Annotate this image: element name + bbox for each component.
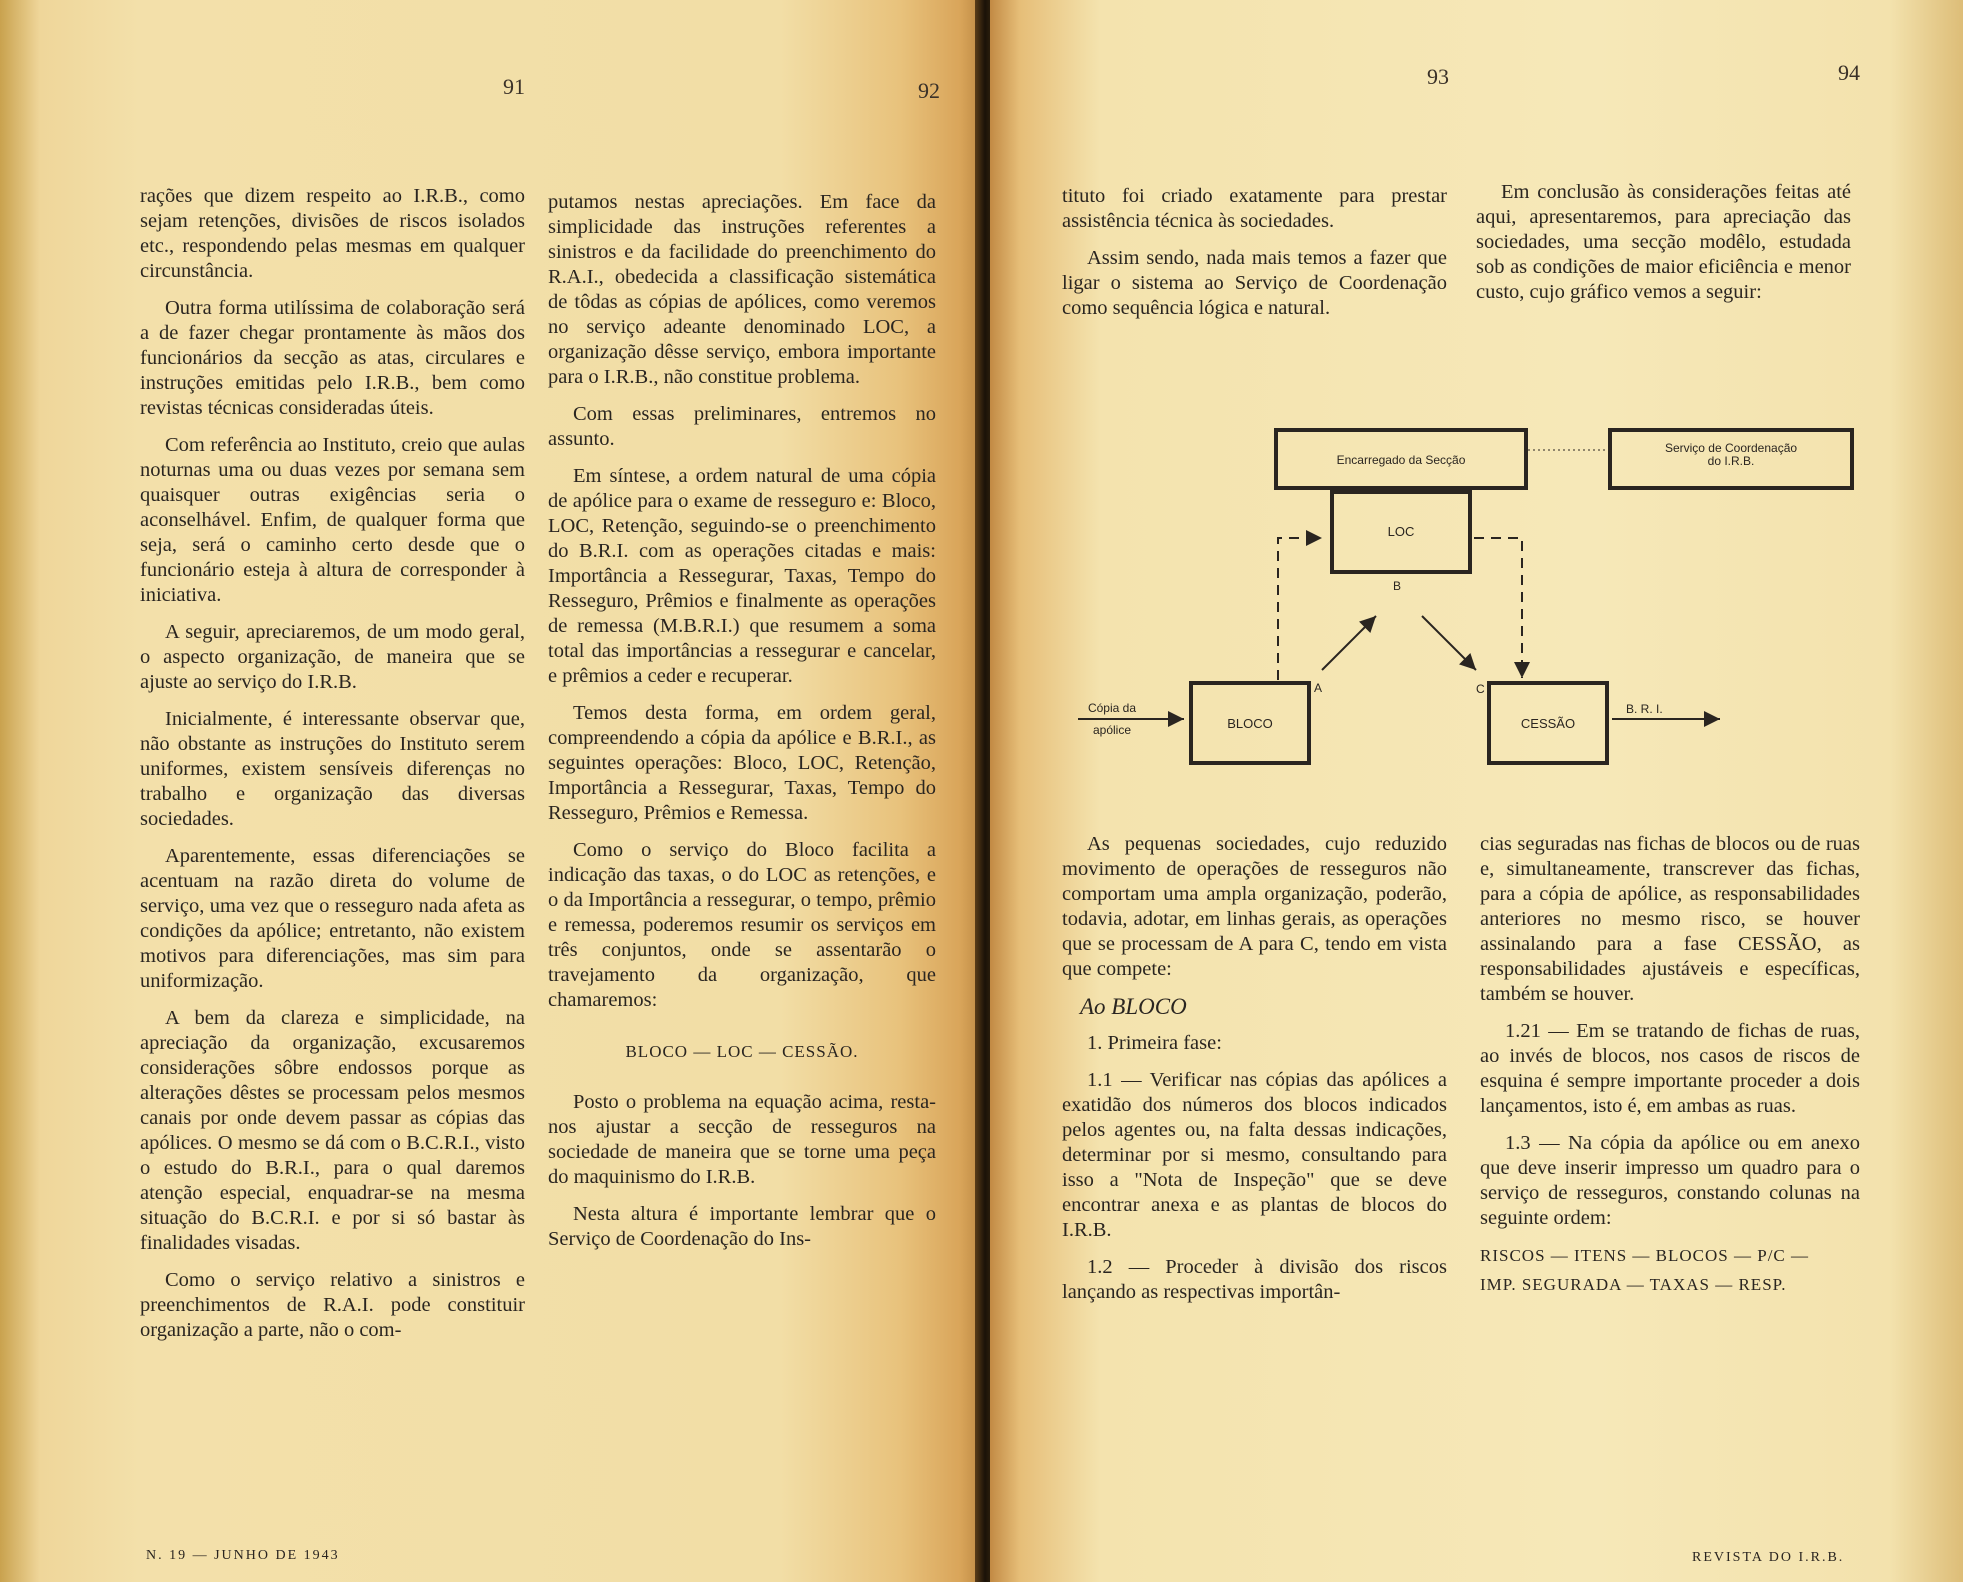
paragraph: Com referência ao Instituto, creio que aulas noturnas uma ou duas vezes por semana sem quaisquer outras exigências seria o aconselhável. Enfim, de qualquer forma que seja, será o caminho certo desde que o funcionário esteja à altura de corresponder à iniciativa. bbox=[140, 434, 525, 606]
paragraph: tituto foi criado exatamente para prestar assistência técnica às sociedades. bbox=[1062, 185, 1447, 232]
arrow-loc-to-cessao bbox=[1422, 616, 1476, 670]
encarregado-label: Encarregado da Secção bbox=[1336, 453, 1466, 467]
equation: BLOCO — LOC — CESSÃO. bbox=[625, 1042, 859, 1061]
page-number-91: 91 bbox=[503, 74, 525, 99]
paragraph: Temos desta forma, em ordem geral, compreendendo a cópia da apólice e B.R.I., as seguintes operações: Bloco, LOC, Retenção, Importância a Ressegurar, Taxas, Tempo do Resseguro, Prêmios e Remessa. bbox=[548, 702, 936, 824]
paragraph: Outra forma utilíssima de colaboração será a de fazer chegar prontamente às mãos dos funcionários da secção as atas, circulares e instruções emitidas pelo I.R.B., bem como revistas técnicas consideradas úteis. bbox=[140, 297, 525, 419]
label-b: B bbox=[1392, 579, 1402, 593]
section-heading: Ao BLOCO bbox=[1080, 994, 1187, 1019]
page-number-92: 92 bbox=[918, 78, 940, 103]
page-93-bottom-text bbox=[1062, 832, 1447, 1317]
paragraph: Em síntese, a ordem natural de uma cópia de apólice para o exame de resseguro e: Bloco, LOC, Retenção, seguindo-se o preenchimento do B.R.I. com as operações citadas e mais: Importância a Ressegurar, Taxas, Tempo do Resseguro, Prêmios e finalmente as operações de remessa (M.B.R.I.) que resumem a soma total das importâncias a ressegurar e cancelar, e prêmios a ceder e recuperar. bbox=[548, 465, 936, 687]
label-c: C bbox=[1476, 682, 1485, 696]
paragraph: cias seguradas nas fichas de blocos ou de ruas e, simultaneamente, transcrever das fichas, para a cópia de apólice, as responsabilidades anteriores no mesmo risco, se houver assinalando para a fase CESSÃO, as responsabilidades ajustáveis e específicas, também se houver. bbox=[1480, 833, 1860, 1005]
paragraph: Posto o problema na equação acima, resta-nos ajustar a secção de resseguros na sociedade de maneira que se torne uma peça do maquinismo do I.R.B. bbox=[548, 1091, 936, 1188]
list-item: 1. Primeira fase: bbox=[1087, 1032, 1222, 1054]
page-92-text bbox=[548, 190, 936, 1264]
cessao-label: CESSÃO bbox=[1520, 716, 1576, 731]
paragraph: rações que dizem respeito ao I.R.B., como sejam retenções, divisões de riscos isolados etc., respondendo pelas mesmas em qualquer circunstância. bbox=[140, 185, 525, 282]
list-item: 1.1 — Verificar nas cópias das apólices a exatidão dos números dos blocos indicados pelos agentes ou, na falta dessas indicações, determinar por si mesmo, consultando para isso a "Nota de Inspeção" que se deve encontrar anexa e as plantas de blocos do I.R.B. bbox=[1062, 1069, 1447, 1241]
paragraph: putamos nestas apreciações. Em face da simplicidade das instruções referentes a sinistros e da facilidade do preenchimento do R.A.I., obedecida a classificação sistemática de tôdas as cópias de apólices, como veremos no serviço adeante denominado LOC, a organização dêsse serviço, embora importante para o I.R.B., não constitue problema. bbox=[548, 191, 936, 388]
input-label-line2: apólice bbox=[1092, 723, 1132, 737]
page-94-top-text bbox=[1476, 180, 1851, 317]
page-94-bottom-text bbox=[1480, 832, 1860, 1309]
paragraph: Como o serviço relativo a sinistros e preenchimentos de R.A.I. pode constituir organização a parte, não o com- bbox=[140, 1269, 525, 1341]
label-a: A bbox=[1314, 681, 1323, 695]
bloco-label: BLOCO bbox=[1227, 716, 1273, 731]
loc-label: LOC bbox=[1387, 524, 1415, 539]
paragraph: Aparentemente, essas diferenciações se acentuam na razão direta do volume de serviço, uma vez que o resseguro nada afeta as condições da apólice; entretanto, não existem motivos para diferenciações, mas sim para uniformização. bbox=[140, 845, 525, 992]
page-number-94: 94 bbox=[1838, 60, 1860, 85]
columns-line: RISCOS — ITENS — BLOCOS — P/C — bbox=[1480, 1246, 1810, 1265]
paragraph: Assim sendo, nada mais temos a fazer que ligar o sistema ao Serviço de Coordenação como sequência lógica e natural. bbox=[1062, 247, 1447, 319]
paragraph: Nesta altura é importante lembrar que o Serviço de Coordenação do Ins- bbox=[548, 1203, 936, 1250]
dashed-link-bloco-loc bbox=[1278, 538, 1322, 680]
list-item: 1.3 — Na cópia da apólice ou em anexo que deve inserir impresso um quadro para o serviço de resseguros, constando colunas na seguinte ordem: bbox=[1480, 1132, 1860, 1229]
list-item: 1.2 — Proceder à divisão dos riscos lançando as respectivas importân- bbox=[1062, 1256, 1447, 1303]
dashed-link-loc-cessao bbox=[1474, 538, 1522, 678]
page-91-text bbox=[140, 184, 525, 1355]
organization-diagram bbox=[1060, 410, 1890, 800]
paragraph: A bem da clareza e simplicidade, na apreciação da organização, excusaremos considerações sôbre endossos porque as alterações dêstes se processam pelos mesmos canais por onde devem passar as cópias das apólices. O mesmo se dá com o B.C.R.I., visto o estudo do B.R.I., para o qual daremos atenção especial, enquadrar-se na mesma situação do B.C.R.I. e por si só bastar às finalidades visadas. bbox=[140, 1007, 525, 1254]
output-label: B. R. I. bbox=[1626, 702, 1663, 716]
paragraph: As pequenas sociedades, cujo reduzido movimento de operações de resseguros não comportam uma ampla organização, poderão, todavia, adotar, em linhas gerais, as operações que se processam de A para C, tendo em vista que compete: bbox=[1062, 833, 1447, 980]
page-footer-issue: N. 19 — JUNHO DE 1943 bbox=[146, 1548, 340, 1563]
input-label-line1: Cópia da bbox=[1087, 701, 1137, 715]
right-page-spread bbox=[990, 0, 1963, 1582]
paragraph: Inicialmente, é interessante observar que, não obstante as instruções do Instituto serem uniformes, existem sensíveis diferenças no trabalho e organização das diversas sociedades. bbox=[140, 708, 525, 830]
page-footer-journal: REVISTA DO I.R.B. bbox=[1692, 1550, 1845, 1565]
list-item: 1.21 — Em se tratando de fichas de ruas, ao invés de blocos, nos casos de riscos de esquina é sempre importante proceder a dois lançamentos, isto é, em ambas as ruas. bbox=[1480, 1020, 1860, 1117]
page-number-93: 93 bbox=[1427, 64, 1449, 89]
paragraph: Em conclusão às considerações feitas até aqui, apresentaremos, para apreciação das sociedades, uma secção modêlo, estudada sob as condições de maior eficiência e menor custo, cujo gráfico vemos a seguir: bbox=[1476, 181, 1851, 303]
page-93-top-text bbox=[1062, 184, 1447, 333]
paragraph: A seguir, apreciaremos, de um modo geral, o aspecto organização, de maneira que se ajuste ao serviço do I.R.B. bbox=[140, 621, 525, 693]
coordenacao-label-line1: Serviço de Coordenação bbox=[1664, 441, 1798, 455]
paragraph: Com essas preliminares, entremos no assunto. bbox=[548, 403, 936, 450]
arrow-bloco-to-loc bbox=[1322, 616, 1376, 670]
paragraph: Como o serviço do Bloco facilita a indicação das taxas, o do LOC as retenções, e o da Importância a ressegurar, o tempo, prêmio e remessa, poderemos resumir os serviços em três conjuntos, onde se assentarão o travejamento da organização, que chamaremos: bbox=[548, 839, 936, 1011]
coordenacao-label-line2: do I.R.B. bbox=[1707, 454, 1755, 468]
columns-line: IMP. SEGURADA — TAXAS — RESP. bbox=[1480, 1275, 1787, 1294]
